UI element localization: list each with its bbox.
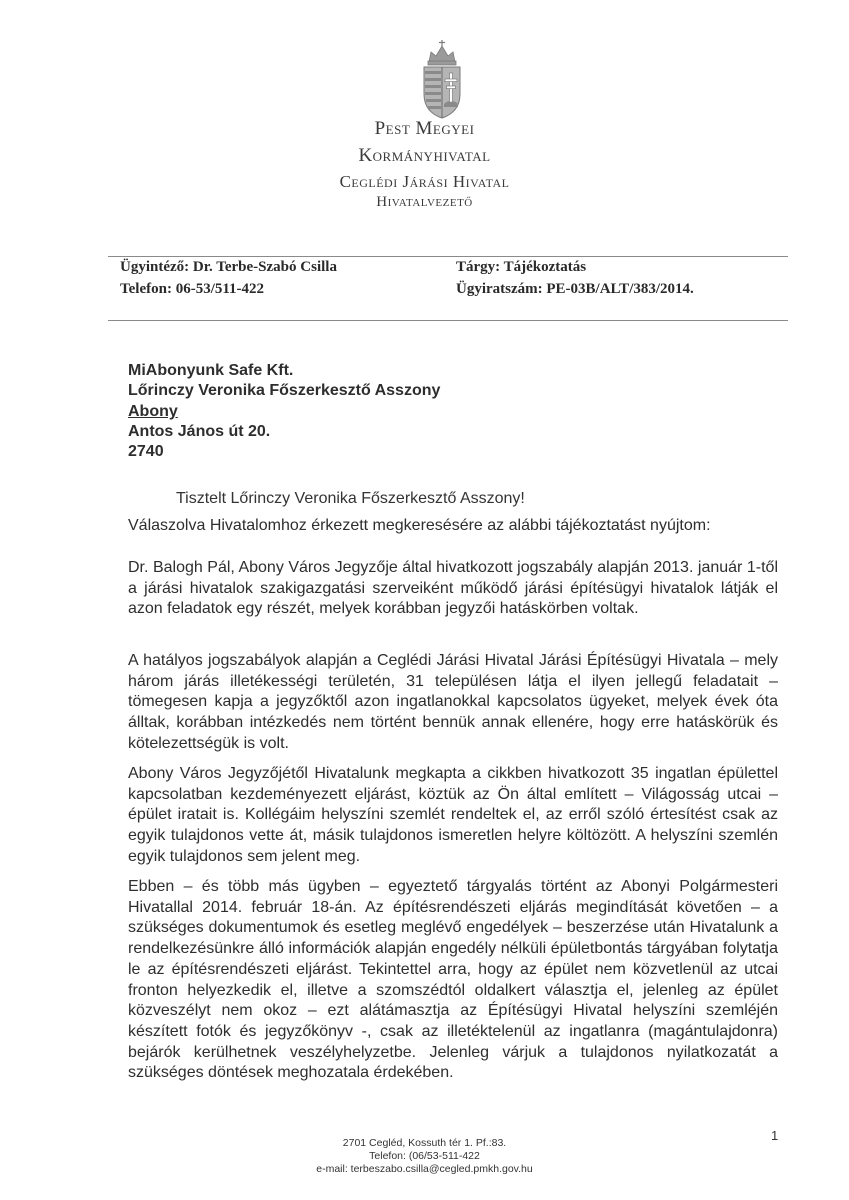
letterhead-line-2: Kormányhivatal (358, 145, 491, 166)
body-paragraph-3: A hatályos jogszabályok alapján a Ceglédi Járási Hivatal Járási Építésügyi Hivatala – mely három járás illetékességi területén, 31 településen látja el ilyen jellegű feladatait – tömegesen kapja a jegyzőktől azon ingatlanokkal kapcsolatos ügyeket, melyek évek óta álltak, korábban intézkedés nem történt bennük annak ellenére, hogy erre hatáskörük és kötelezettségük is volt. (128, 652, 778, 752)
body-paragraph-4: Abony Város Jegyzőjétől Hivatalunk megkapta a cikkben hivatkozott 35 ingatlan épülettel kapcsolatban kezdeményezett eljárást, köztük az Ön által említett – Világosság utcai – épület iratait is. Kollégáim helyszíni szemlét rendeltek el, az erről szóló értesítést csak az egyik tulajdonos vette át, másik tulajdonos ismeretlen helyre költözött. A helyszíni szemlén egyik tulajdonos sem jelent meg. (128, 765, 778, 865)
case-officer: Ügyintéző: Dr. Terbe-Szabó Csilla (120, 259, 337, 275)
subject: Tárgy: Tájékoztatás (456, 259, 587, 275)
body-paragraph-2: Dr. Balogh Pál, Abony Város Jegyzője által hivatkozott jogszabály alapján 2013. január 1-től a járási hivatalok szakigazgatási szerveiként működő járási építésügyi hivatalok látják el azon feladatok egy részét, melyek korábban jegyzői hatáskörben voltak. (128, 559, 778, 618)
letterhead-line-3: Ceglédi Járási Hivatal (339, 172, 510, 191)
footer-phone: Telefon: (06/53-511-422 (369, 1150, 480, 1162)
recipient-street: Antos János út 20. (128, 423, 271, 440)
coat-of-arms-icon (415, 38, 469, 120)
salutation: Tisztelt Lőrinczy Veronika Főszerkesztő Asszony! (176, 490, 525, 507)
footer-email: e-mail: terbeszabo.csilla@cegled.pmkh.gov.hu (316, 1163, 533, 1175)
recipient-zip: 2740 (128, 443, 164, 460)
recipient-company: MiAbonyunk Safe Kft. (128, 362, 294, 379)
body-paragraph-5: Ebben – és több más ügyben – egyeztető tárgyalás történt az Abonyi Polgármesteri Hivatallal 2014. február 18-án. Az építésrendészeti eljárás megindítását követően – a szükséges dokumentumok és esetleg meglévő engedélyek – beszerzése után Hivatalunk a rendelkezésünkre álló információk alapján engedély nélküli épületbontás tárgyában folytatja le az építésrendészeti eljárást. Tekintettel arra, hogy az épület nem közvetlenül az utcai fronton helyezkedik el, illetve a szomszédtól oldalkert választja el, jelenleg az épület közveszélyt nem okoz – ezt alátámasztja az Építésügyi Hivatal helyszíni szemléjén készített fotók és jegyzőkönyv -, csak az illetéktelenül az ingatlanra (magántulajdonra) bejárók kerülhetnek veszélyhelyzetbe. Jelenleg várjuk a tulajdonos nyilatkozatát a szükséges döntések meghozatala érdekében. (128, 878, 778, 1082)
recipient-person: Lőrinczy Veronika Főszerkesztő Asszony (128, 382, 441, 399)
officer-phone: Telefon: 06-53/511-422 (120, 281, 265, 297)
page-number: 1 (771, 1128, 779, 1143)
header-divider-bottom (108, 320, 788, 321)
case-number: Ügyiratszám: PE-03B/ALT/383/2014. (456, 281, 694, 297)
body-paragraph-1: Válaszolva Hivatalomhoz érkezett megkeresésére az alábbi tájékoztatást nyújtom: (128, 517, 711, 534)
footer-address: 2701 Cegléd, Kossuth tér 1. Pf.:83. (342, 1137, 507, 1149)
letterhead-line-4: Hivatalvezető (376, 194, 473, 210)
header-divider-top (108, 256, 788, 257)
letterhead-line-1: Pest Megyei (374, 118, 475, 139)
recipient-city: Abony (128, 403, 178, 420)
